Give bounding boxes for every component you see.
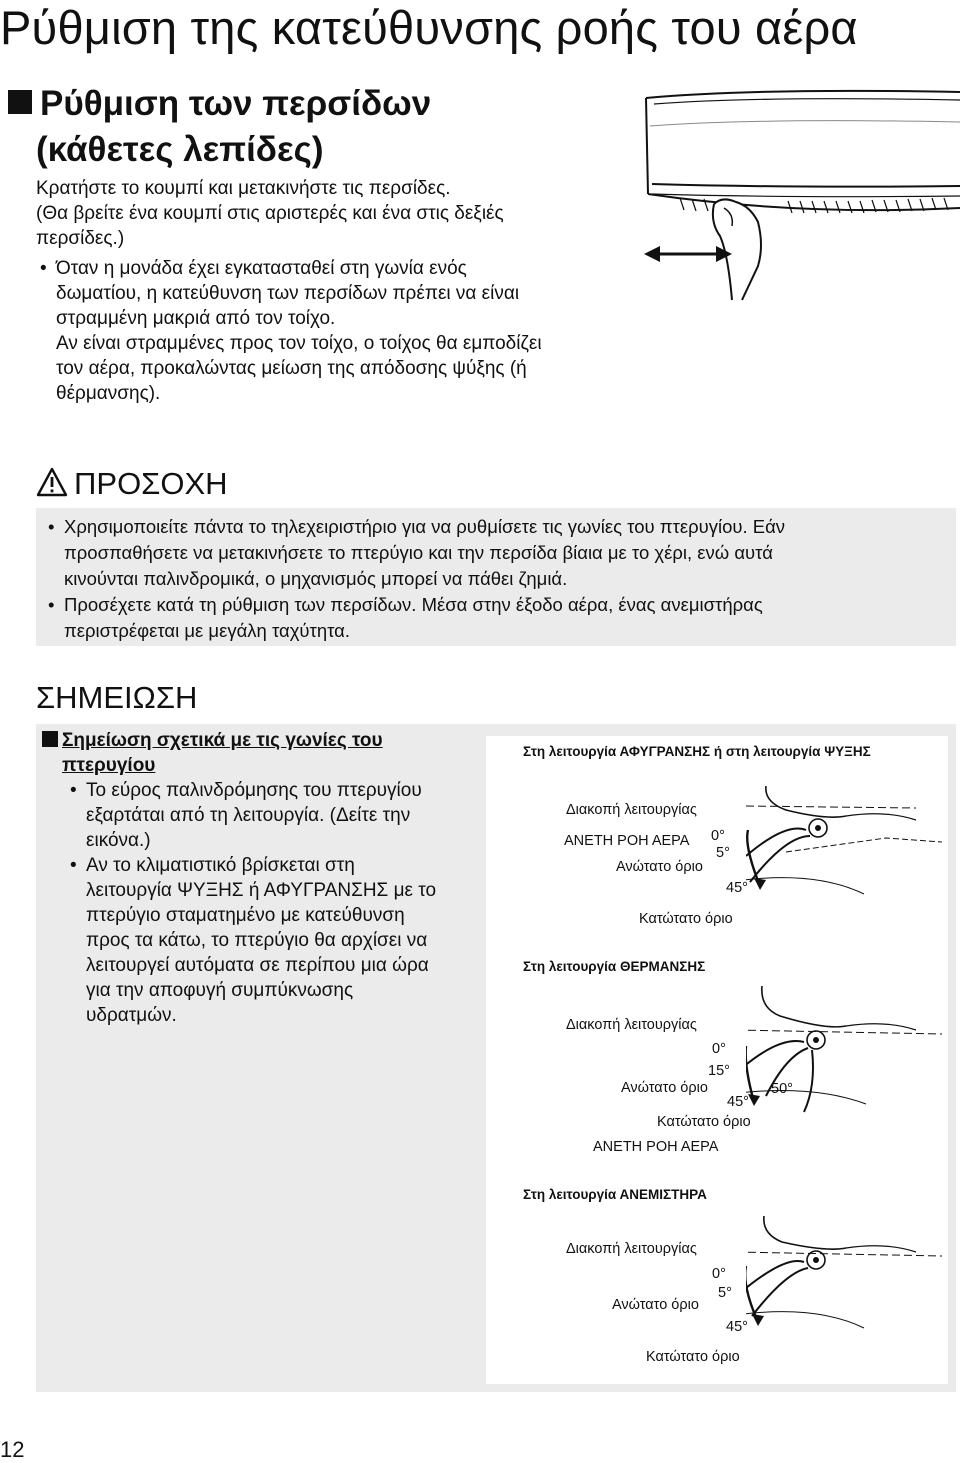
flap-angle-diagrams bbox=[486, 736, 948, 1384]
note-subtitle-line2: πτερυγίου bbox=[62, 755, 156, 776]
heating-deg-upper: 15° bbox=[708, 1063, 730, 1079]
bullet-line: τον αέρα, προκαλώντας μείωση της απόδοσης ψύξης (ή bbox=[56, 358, 527, 379]
fan-flap-drawing bbox=[746, 1216, 946, 1376]
fan-deg0: 0° bbox=[712, 1266, 726, 1282]
cooling-deg-lower: 45° bbox=[726, 880, 748, 896]
ac-unit-illustration bbox=[640, 86, 960, 316]
bullet-line: θέρμανσης). bbox=[56, 383, 161, 404]
heating-stop-label: Διακοπή λειτουργίας bbox=[566, 1017, 697, 1033]
note-bullet bbox=[66, 853, 486, 1028]
note-line: υδρατμών. bbox=[86, 1005, 177, 1026]
note-line: • Το εύρος παλινδρόμησης του πτερυγίου bbox=[86, 780, 422, 801]
louver-bullet bbox=[36, 256, 636, 406]
note-subtitle bbox=[42, 728, 383, 753]
fan-deg-lower: 45° bbox=[726, 1319, 748, 1335]
bullet-line: • Όταν η μονάδα έχει εγκατασταθεί στη γωνία ενός bbox=[56, 258, 467, 279]
cooling-comfort-label: ΑΝΕΤΗ ΡΟΗ ΑΕΡΑ bbox=[564, 833, 690, 849]
fan-upper-label: Ανώτατο όριο bbox=[612, 1297, 699, 1313]
louver-intro bbox=[36, 176, 636, 251]
louver-title-line1: Ρύθμιση των περσίδων bbox=[40, 84, 432, 123]
bullet-item bbox=[36, 256, 636, 406]
heating-deg-comfort: 50° bbox=[771, 1081, 793, 1097]
cooling-upper-label: Ανώτατο όριο bbox=[616, 859, 703, 875]
heating-lower-label: Κατώτατο όριο bbox=[657, 1114, 751, 1130]
note-subtitle-line1: Σημείωση σχετικά με τις γωνίες του bbox=[62, 730, 383, 751]
cooling-mode-title: Στη λειτουργία ΑΦΥΓΡΑΝΣΗΣ ή στη λειτουργία ΨΥΞΗΣ bbox=[523, 744, 871, 759]
caution-line: • Προσέχετε κατά τη ρύθμιση των περσίδων. Μέσα στην έξοδο αέρα, ένας ανεμιστήρας bbox=[64, 594, 763, 615]
note-line: για την αποφυγή συμπύκνωσης bbox=[86, 980, 354, 1001]
fan-mode-title: Στη λειτουργία ΑΝΕΜΙΣΤΗΡΑ bbox=[523, 1187, 707, 1202]
heating-deg-lower: 45° bbox=[727, 1094, 749, 1110]
note-line: λειτουργεί αυτόματα σε περίπου μια ώρα bbox=[86, 955, 429, 976]
note-line: πτερύγιο σταματημένο με κατεύθυνση bbox=[86, 905, 405, 926]
square-bullet-icon bbox=[8, 90, 32, 114]
caution-title: ΠΡΟΣΟΧΗ bbox=[74, 466, 228, 501]
note-line: προς τα κάτω, το πτερύγιο θα αρχίσει να bbox=[86, 930, 428, 951]
heating-upper-label: Ανώτατο όριο bbox=[621, 1080, 708, 1096]
note-bullet bbox=[66, 778, 486, 853]
caution-line: κινούνται παλινδρομικά, ο μηχανισμός μπορεί να πάθει ζημιά. bbox=[64, 568, 568, 589]
bullet-line: Αν είναι στραμμένες προς τον τοίχο, ο τοίχος θα εμποδίζει bbox=[56, 333, 542, 354]
fan-stop-label: Διακοπή λειτουργίας bbox=[566, 1241, 697, 1257]
cooling-deg-upper: 5° bbox=[716, 845, 730, 861]
note-line: λειτουργία ΨΥΞΗΣ ή ΑΦΥΓΡΑΝΣΗΣ με το bbox=[86, 880, 437, 901]
note-line: εξαρτάται από τη λειτουργία. (Δείτε την bbox=[86, 805, 411, 826]
caution-box bbox=[36, 508, 956, 646]
page-title: Ρύθμιση της κατεύθυνσης ροής του αέρα bbox=[0, 1, 858, 54]
caution-line: • Χρησιμοποιείτε πάντα το τηλεχειριστήριο για να ρυθμίσετε τις γωνίες του πτερυγίου. Εάν bbox=[64, 516, 786, 537]
note-line: • Αν το κλιματιστικό βρίσκεται στη bbox=[86, 855, 355, 876]
cooling-deg0: 0° bbox=[711, 828, 725, 844]
intro-line: (Θα βρείτε ένα κουμπί στις αριστερές και ένα στις δεξιές bbox=[36, 203, 504, 224]
cooling-flap-drawing bbox=[746, 786, 946, 956]
heating-mode-title: Στη λειτουργία ΘΕΡΜΑΝΣΗΣ bbox=[523, 959, 706, 974]
caution-bullet bbox=[44, 592, 949, 644]
cooling-lower-label: Κατώτατο όριο bbox=[639, 911, 733, 927]
louver-section-title bbox=[8, 82, 431, 126]
square-bullet-icon bbox=[42, 731, 58, 747]
louver-title-line2: (κάθετες λεπίδες) bbox=[36, 130, 324, 169]
caution-heading bbox=[36, 466, 228, 502]
caution-line: περιστρέφεται με μεγάλη ταχύτητα. bbox=[64, 620, 351, 641]
warning-triangle-icon bbox=[36, 467, 68, 497]
heating-comfort-label: ΑΝΕΤΗ ΡΟΗ ΑΕΡΑ bbox=[593, 1139, 719, 1155]
bullet-line: στραμμένη μακριά από τον τοίχο. bbox=[56, 308, 336, 329]
bullet-line: δωματίου, η κατεύθυνση των περσίδων πρέπει να είναι bbox=[56, 283, 520, 304]
caution-bullet bbox=[44, 514, 949, 592]
cooling-stop-label: Διακοπή λειτουργίας bbox=[566, 802, 697, 818]
intro-line: περσίδες.) bbox=[36, 228, 125, 249]
intro-line: Κρατήστε το κουμπί και μετακινήστε τις περσίδες. bbox=[36, 178, 451, 199]
heating-deg0: 0° bbox=[712, 1041, 726, 1057]
fan-deg-upper: 5° bbox=[718, 1285, 732, 1301]
caution-line: προσπαθήσετε να μετακινήσετε το πτερύγιο και την περσίδα βίαια με το χέρι, ενώ αυτά bbox=[64, 542, 773, 563]
note-line: εικόνα.) bbox=[86, 830, 151, 851]
page-number: 12 bbox=[0, 1437, 25, 1462]
fan-lower-label: Κατώτατο όριο bbox=[646, 1349, 740, 1365]
note-title: ΣΗΜΕΙΩΣΗ bbox=[36, 680, 198, 715]
